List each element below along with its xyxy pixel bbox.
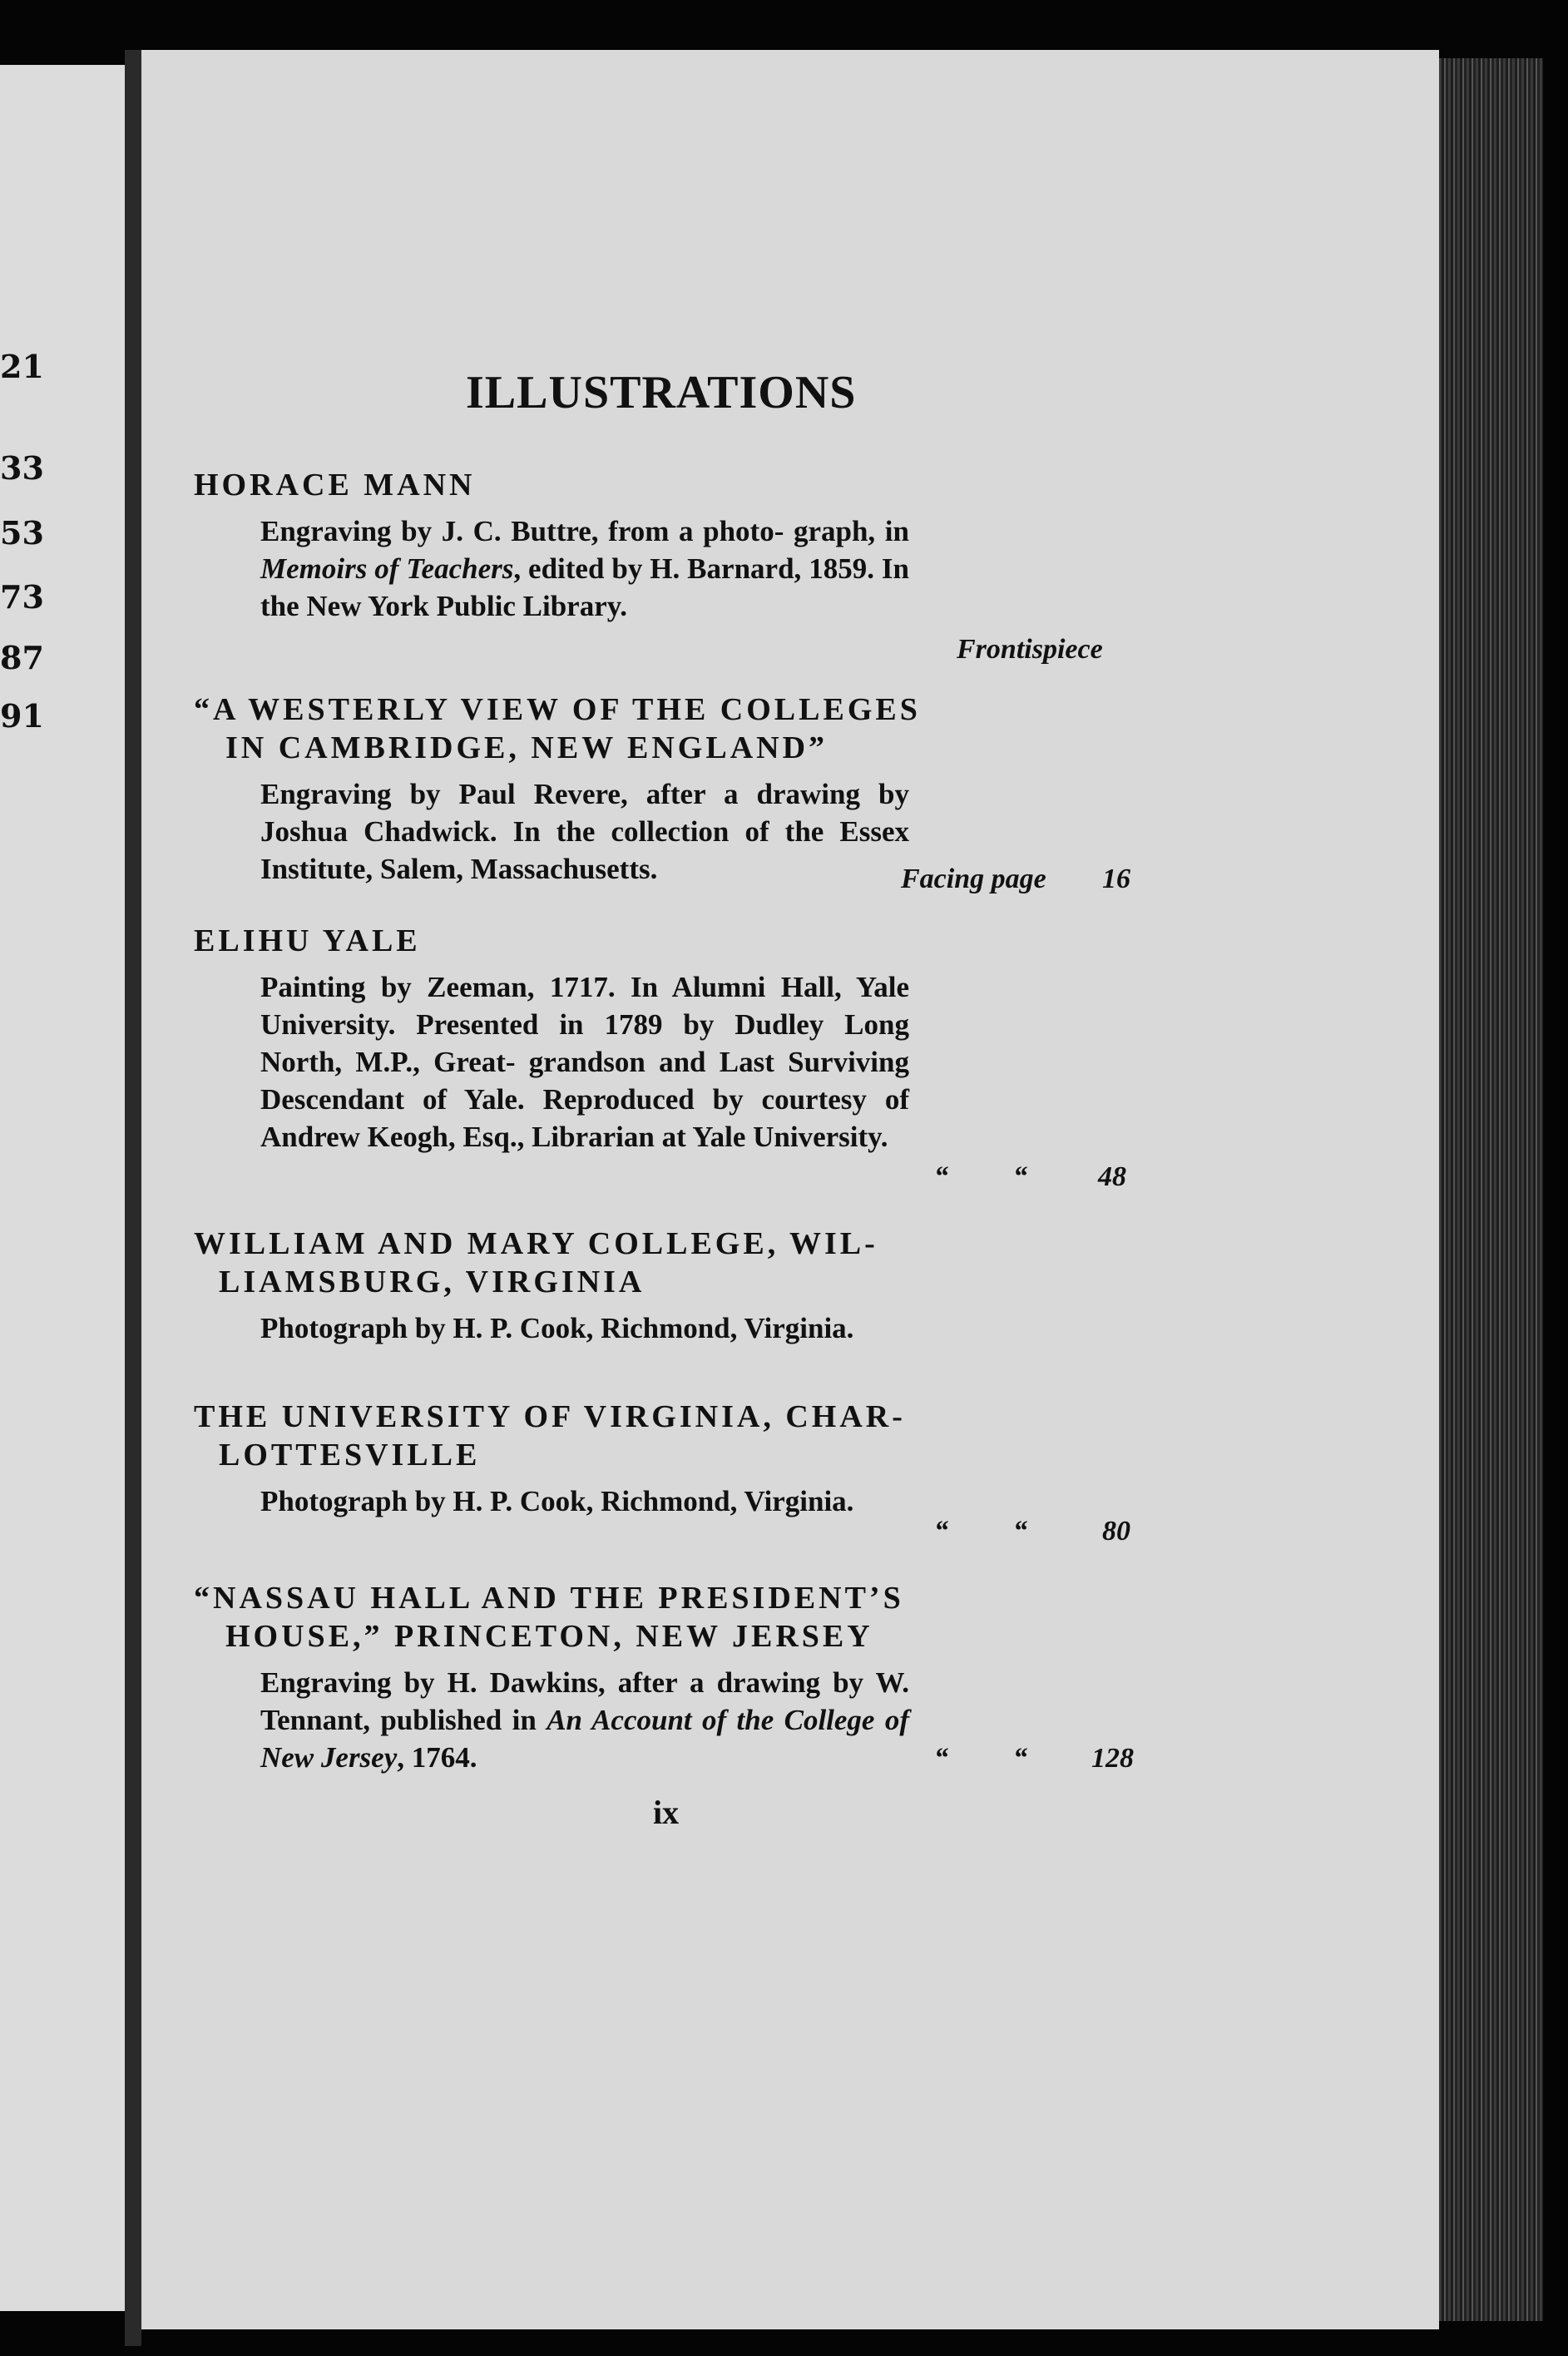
desc-italic: Memoirs of Teachers — [260, 552, 514, 585]
illustration-entry — [194, 690, 921, 888]
ditto-mark: “ — [934, 1161, 948, 1192]
desc-text: Engraving by J. C. Buttre, from a photo- graph, in — [260, 515, 909, 547]
ditto-mark: “ — [1013, 1516, 1027, 1547]
entry-description: Photograph by H. P. Cook, Richmond, Virginia. — [260, 1485, 854, 1517]
desc-text: , 1764. — [397, 1741, 477, 1774]
folio-number: ix — [653, 1794, 680, 1831]
scan-border — [1543, 0, 1568, 2356]
entry-heading — [194, 1398, 909, 1474]
left-page-number: 91 — [0, 697, 44, 735]
left-page-number: 21 — [0, 348, 44, 385]
ditto-mark: “ — [1013, 1743, 1027, 1774]
placement-label: Frontispiece — [957, 634, 1103, 665]
entry-heading-line: ELIHU YALE — [194, 923, 421, 958]
illustration-entry — [194, 1398, 909, 1520]
entry-heading — [194, 466, 909, 504]
left-page-number: 73 — [0, 578, 44, 616]
ditto-mark: “ — [934, 1743, 948, 1774]
entry-heading-line: “NASSAU HALL AND THE PRESIDENT’S — [194, 1581, 904, 1616]
ditto-mark: “ — [934, 1516, 948, 1547]
entry-description — [194, 512, 909, 625]
entry-heading-line: LOTTESVILLE — [219, 1438, 481, 1472]
desc-text: Engraving by H. Dawkins, after a drawing by W. Tennant, published in — [260, 1666, 909, 1736]
entry-description: Painting by Zeeman, 1717. In Alumni Hall, Yale University. Presented in 1789 by Dudley Long North, M.P., Great- grandson and Last Surviving Descendant of Yale. Reproduced by courtesy of Andrew Keogh, Esq., Librarian at Yale University. — [260, 971, 909, 1153]
left-page-number: 53 — [0, 514, 44, 552]
illustration-entry — [194, 1225, 909, 1347]
left-page-number: 33 — [0, 449, 44, 487]
desc-text: , edited by H. Barnard, 1859. In the New York Public Library. — [260, 552, 909, 622]
page-edges — [1439, 58, 1543, 2321]
entry-heading-line: HOUSE,” PRINCETON, NEW JERSEY — [225, 1619, 873, 1654]
entry-heading-line: HORACE MANN — [194, 468, 476, 502]
illustration-entry — [194, 1579, 909, 1776]
entry-heading-line: THE UNIVERSITY OF VIRGINIA, CHAR- — [194, 1399, 906, 1434]
entry-heading — [194, 922, 909, 960]
page-number: 48 — [1098, 1161, 1126, 1192]
illustration-entry — [194, 922, 909, 1156]
left-page-number: 87 — [0, 639, 44, 676]
entry-heading-line: IN CAMBRIDGE, NEW ENGLAND” — [225, 730, 829, 765]
entry-description: Engraving by Paul Revere, after a drawing by Joshua Chadwick. In the collection of the Essex Institute, Salem, Massachusetts. — [260, 778, 909, 885]
entry-heading — [194, 1579, 909, 1656]
book-gutter — [125, 50, 141, 2346]
entry-heading-line: WILLIAM AND MARY COLLEGE, WIL- — [194, 1226, 878, 1261]
page-number: 80 — [1102, 1516, 1130, 1547]
entry-heading — [194, 690, 921, 767]
left-facing-page — [0, 65, 125, 2311]
entry-heading — [194, 1225, 909, 1301]
page-number: 16 — [1102, 864, 1130, 894]
page-number: 128 — [1091, 1743, 1134, 1774]
page-title: ILLUSTRATIONS — [466, 367, 857, 418]
placement-label: Facing page — [901, 864, 1046, 894]
entry-heading-line: LIAMSBURG, VIRGINIA — [219, 1265, 646, 1299]
ditto-mark: “ — [1013, 1161, 1027, 1192]
desc-italic: An Account of the College of New Jersey — [260, 1704, 909, 1774]
entry-heading-line: “A WESTERLY VIEW OF THE COLLEGES — [194, 692, 921, 727]
entry-description: Photograph by H. P. Cook, Richmond, Virginia. — [260, 1312, 854, 1344]
entry-description — [194, 1664, 909, 1776]
illustration-entry — [194, 466, 909, 625]
